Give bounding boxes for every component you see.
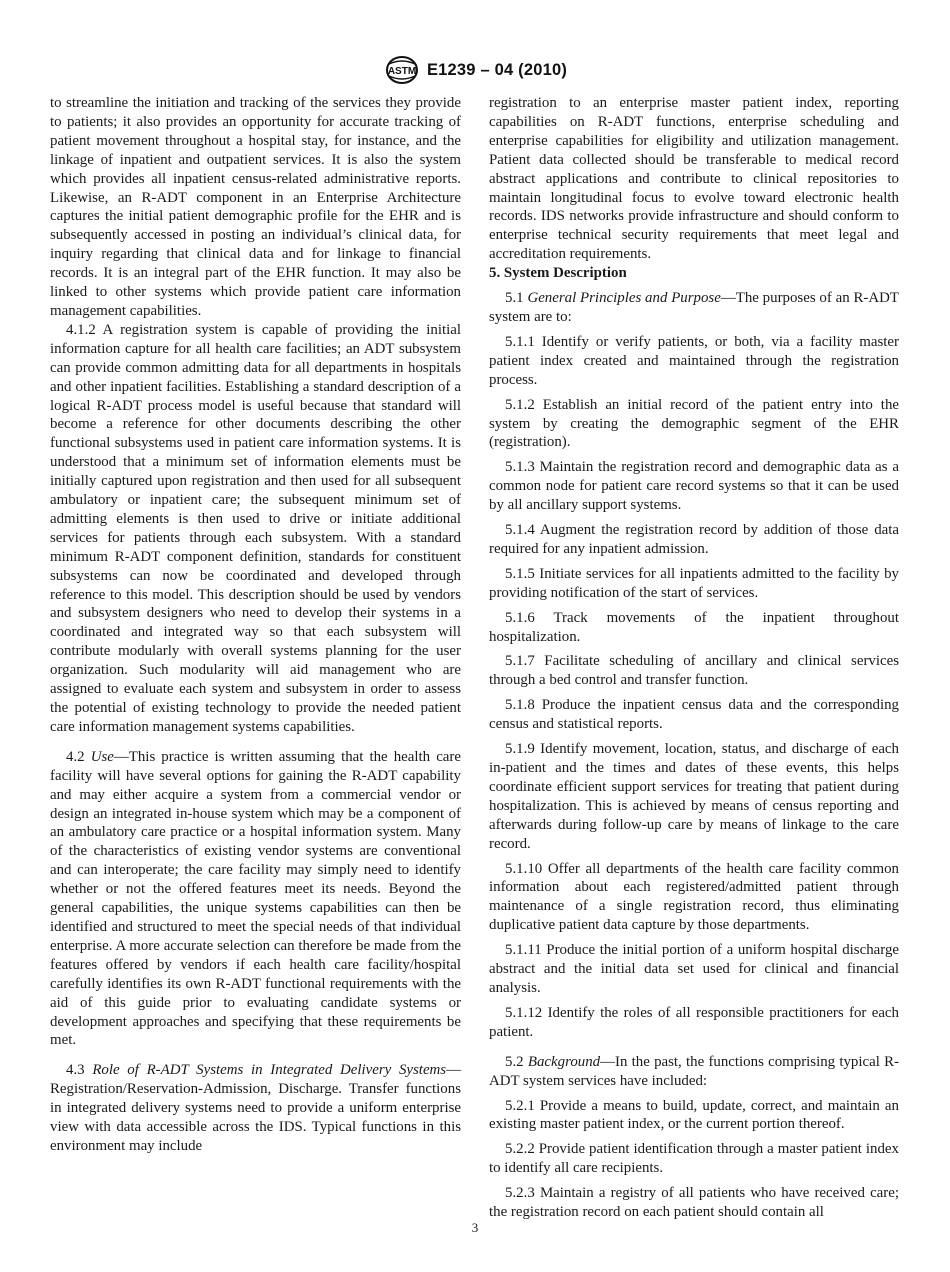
paragraph-5-1-9: 5.1.9 Identify movement, location, status, and discharge of each in-patient and the times and dates of these events, this helps coordinate efficient support services for treating that patient during hospitalization. This is achieved by means of census reporting and afterwards during follow-up care by means of linkage to the care record. bbox=[489, 741, 899, 852]
paragraph-5-1-5: 5.1.5 Initiate services for all inpatients admitted to the facility by providing notification of the start of services. bbox=[489, 565, 899, 601]
astm-logo-icon bbox=[383, 56, 421, 84]
paragraph-5-1-11: 5.1.11 Produce the initial portion of a uniform hospital discharge abstract and the initial data set used for clinical and financial analysis. bbox=[489, 942, 899, 996]
paragraph-4-3 bbox=[50, 1061, 461, 1156]
paragraph-5-1-8: 5.1.8 Produce the inpatient census data and the corresponding census and statistical reports. bbox=[489, 697, 899, 733]
paragraph-5-1 bbox=[489, 289, 899, 327]
section-number: 4.2 bbox=[66, 748, 85, 765]
section-number: 4.3 bbox=[66, 1062, 85, 1079]
paragraph-5-1-1: 5.1.1 Identify or verify patients, or both, via a facility master patient index created and maintained through the registration process. bbox=[489, 333, 899, 388]
paragraph-5-1-3: 5.1.3 Maintain the registration record and demographic data as a common node for patient care record systems so that it can be used by all ancillary support systems. bbox=[489, 459, 899, 514]
paragraph-4-1-2: 4.1.2 A registration system is capable of providing the initial information capture for all health care facilities; an ADT subsystem can provide common admitting data for all departments in hospitals and other inpatient facilities. Establishing a standard description of a logical R-ADT process model is useful because that standard will become a reference for other documents describing the other functional subsystems used in patient care information systems. It is understood that a minimum set of information elements must be initially captured upon registration and then used for all subsequent ambulatory or inpatient care; the subsequent minimum set of admitting elements is then used to drive or initiate additional services for patients through each subsystem. With a standard minimum R-ADT component definition, standards for constituent subsystems can now be coordinated and developed through reference to this model. This description should be used by vendors and subsystem designers who need to develop their systems in a coordinated and integrated way so that each subsystem will contribute modularly with overall systems planning for the user organization. Such modularity will aid management who are assigned to evaluate each system and subsystem in order to assess the potential of existing technology to provide the needed patient care information management systems capabilities. bbox=[50, 321, 461, 735]
section-title: Use bbox=[90, 748, 114, 765]
right-column bbox=[489, 94, 899, 1222]
section-text: —The purposes of an R-ADT system are to: bbox=[489, 290, 899, 325]
astm-logo-text: ASTM bbox=[387, 66, 417, 77]
page-header bbox=[0, 56, 950, 84]
paragraph-4-2 bbox=[50, 748, 461, 1051]
paragraph-continued: registration to an enterprise master patient index, reporting capabilities on R-ADT functions, enterprise scheduling and enterprise capabilities for eligibility and utilization management. Patient data collected should be transferable to medical record abstract applications and contribute to clinical repositories to maintain longitudinal focus to evolve toward electronic health records. IDS networks provide infrastructure and should conform to enterprise technical security requirements that meet legal and accreditation requirements. bbox=[489, 95, 899, 263]
section-text: —This practice is written assuming that the health care facility will have several options for gaining the R-ADT capability and may either acquire a system from a commercial vendor or design an integrated in-house system which may be a component of an ambulatory care practice or a hospital information system. Many of the characteristics of existing vendor systems are conventional and can interoperate; the care facility may simply need to identify whether or not the offered features meet its needs. Beyond the general capabilities, the unique systems capabilities can then be identified and structured to meet the special needs of that individual enterprise. A more accurate selection can therefore be made from the features offered by vendors if each health care facility/hospital carefully identifies its own R-ADT functional requirements with the aid of this guide prior to evaluating candidate systems or development approaches and specifying that these requirements be met. bbox=[50, 748, 461, 1049]
section-number: 5.2 bbox=[505, 1053, 524, 1070]
paragraph-5-1-6: 5.1.6 Track movements of the inpatient throughout hospitalization. bbox=[489, 609, 899, 645]
left-column bbox=[50, 94, 461, 1156]
page-number: 3 bbox=[471, 1220, 479, 1235]
paragraph-5-1-4: 5.1.4 Augment the registration record by addition of those data required for any inpatient admission. bbox=[489, 522, 899, 557]
paragraph-5-2-2: 5.2.2 Provide patient identification through a master patient index to identify all care recipients. bbox=[489, 1141, 899, 1177]
section-title: General Principles and Purpose bbox=[527, 290, 721, 307]
section-title: Background bbox=[527, 1053, 601, 1070]
section-text: —Registration/Reservation-Admission, Discharge. Transfer functions in integrated delivery systems need to provide a uniform enterprise view with data accessible across the IDS. Typical functions in this environment may include bbox=[50, 1062, 461, 1154]
paragraph-5-1-7: 5.1.7 Facilitate scheduling of ancillary and clinical services through a bed control and transfer function. bbox=[489, 653, 899, 689]
paragraph-5-1-12: 5.1.12 Identify the roles of all responsible practitioners for each patient. bbox=[489, 1004, 899, 1040]
paragraph-5-2-1: 5.2.1 Provide a means to build, update, correct, and maintain an existing master patient index, or the current portion thereof. bbox=[489, 1097, 899, 1133]
paragraph-5-2 bbox=[489, 1053, 899, 1091]
standard-designation: E1239 – 04 (2010) bbox=[426, 60, 568, 79]
header-inner bbox=[383, 56, 567, 84]
section-number: 5.1 bbox=[505, 290, 524, 307]
section-text: —In the past, the functions comprising typical R-ADT system services have included: bbox=[489, 1053, 899, 1089]
section-5-heading: 5. System Description bbox=[489, 265, 627, 282]
paragraph-5-2-3: 5.2.3 Maintain a registry of all patients who have received care; the registration record on each patient should contain all bbox=[489, 1185, 899, 1221]
section-title: Role of R-ADT Systems in Integrated Delivery Systems bbox=[92, 1062, 447, 1079]
paragraph-continued: to streamline the initiation and tracking of the services they provide to patients; it also provides an opportunity for accurate tracking of patient movement throughout a hospital stay, for instance, and the linkage of inpatient and outpatient services. It is also the system which provides all inpatient census-related administrative reports. Likewise, an R-ADT component in an Enterprise Architecture captures the initial patient demographic profile for the EHR and is subsequently accessed in posting an individual’s clinical data, for inquiry regarding that clinical data and for linkage to financial records. It is an integral part of the EHR function. It may also be linked to other systems which provide patient care information management capabilities. bbox=[50, 95, 461, 319]
paragraph-5-1-2: 5.1.2 Establish an initial record of the patient entry into the system by creating the demographic segment of the EHR (registration). bbox=[489, 396, 899, 451]
paragraph-5-1-10: 5.1.10 Offer all departments of the health care facility common information about each registered/admitted patient through maintenance of a single registration record, thus eliminating duplicative patient data capture by those departments. bbox=[489, 860, 899, 934]
